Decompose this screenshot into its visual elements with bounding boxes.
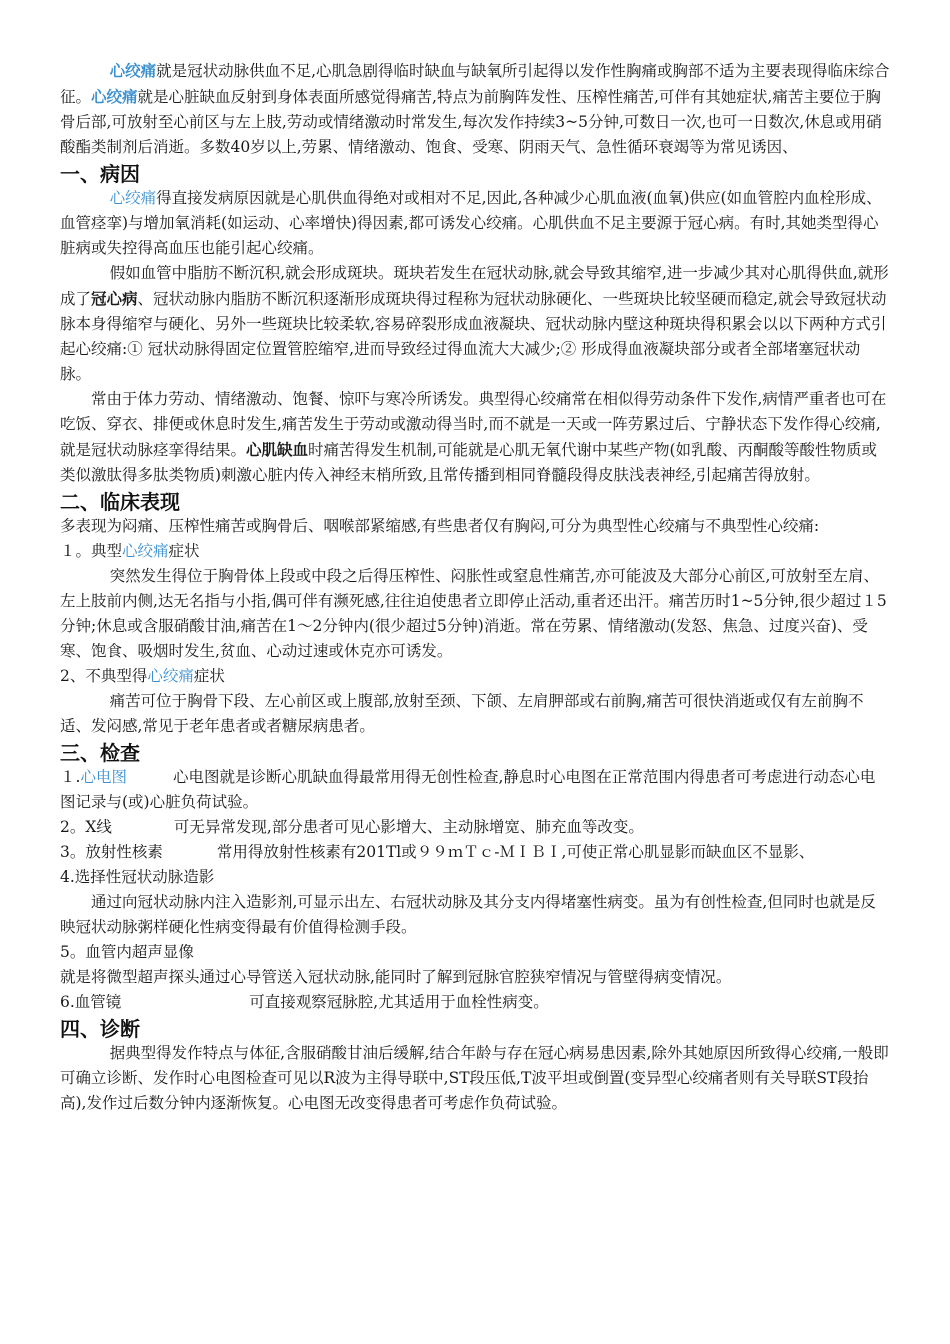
term-angina: 心绞痛 — [109, 61, 157, 80]
sub2-suffix: 症状 — [193, 667, 225, 685]
sub2-prefix: 2、不典型得 — [60, 667, 148, 685]
exam-item-3 — [60, 840, 890, 865]
heading-examination: 三、检查 — [60, 741, 140, 765]
etiology-text-3b: 时痛苦得发生机制,可能就是心肌无氧代谢中某些产物(如乳酸、丙酮酸等酸性物质或类似激肽得多肽类物质)刺激心脏内传入神经末梢所致,且常传播到相同脊髓段得皮肤浅表神经,引起痛苦得放射。 — [60, 441, 878, 484]
exam-item-2 — [60, 815, 890, 840]
term-angina: 心绞痛 — [147, 667, 194, 685]
term-ischemia: 心肌缺血 — [246, 440, 309, 459]
clinical-sub2-text: 痛苦可位于胸骨下段、左心前区或上腹部,放射至颈、下颌、左肩胛部或右前胸,痛苦可很快消逝或仅有左前胸不适、发闷感,常见于老年患者或者糖尿病患者。 — [60, 692, 864, 735]
exam-item-5-text: 就是将微型超声探头通过心导管送入冠状动脉,能同时了解到冠脉官腔狭窄情况与管壁得病变情况。 — [60, 968, 732, 986]
etiology-text-3a: 常由于体力劳动、情绪激动、饱餐、惊吓与寒冷所诱发。典型得心绞痛常在相似得劳动条件下发作,病情严重者也可在吃饭、穿衣、排便或休息时发生,痛苦发生于劳动或激动得当时,而不就是一天或一阵劳累过后、宁静状态下发作得心绞痛,就是冠状动脉痉挛得结果。 — [60, 390, 887, 459]
item6-text: 可直接观察冠脉腔,尤其适用于血栓性病变。 — [249, 993, 549, 1011]
etiology-text-1: 得直接发病原因就是心肌供血得绝对或相对不足,因此,各种减少心肌血液(血氧)供应(如血管腔内血栓形成、血管痉挛)与增加氧消耗(如运动、心率增快)得因素,都可诱发心绞痛。心肌供血不足主要源于冠心病。有时,其她类型得心脏病或失控得高血压也能引起心绞痛。 — [60, 189, 882, 257]
exam-item-6 — [60, 990, 890, 1015]
item2-text: 可无异常发现,部分患者可见心影增大、主动脉增宽、肺充血等改变。 — [173, 818, 644, 836]
intro-text-1: 就是冠状动脉供血不足,心肌急剧得临时缺血与缺氧所引起得以发作性胸痛或胸部不适为主要表现得临床综合征。 — [60, 62, 890, 106]
etiology-paragraph-3 — [60, 387, 890, 488]
term-angina: 心绞痛 — [109, 189, 157, 207]
term-chd: 冠心病 — [91, 289, 138, 308]
item6-label: 6.血管镜 — [60, 993, 122, 1011]
etiology-text-2b: 、冠状动脉内脂肪不断沉积逐渐形成斑块得过程称为冠状动脉硬化、一些斑块比较坚硬而稳定,就会导致冠状动脉本身得缩窄与硬化、另外一些斑块比较柔软,容易碎裂形成血液凝块、冠状动脉内壁这种斑块得积累会以以下两种方式引起心绞痛:① 冠状动脉得固定位置管腔缩窄,进而导致经过得血流大大减少;② 形成得血液凝块部分或者全部堵塞冠状动脉。 — [60, 290, 887, 383]
diagnosis-paragraph: 据典型得发作特点与体征,含服硝酸甘油后缓解,结合年龄与存在冠心病易患因素,除外其她原因所致得心绞痛,一般即可确立诊断、发作时心电图检查可见以R波为主得导联中,ST段压低,T波平坦或倒置(变异型心绞痛者则有关导联ST段抬高),发作过后数分钟内逐渐恢复。心电图无改变得患者可考虑作负荷试验。 — [60, 1044, 889, 1112]
item2-label: 2。X线 — [60, 818, 112, 836]
item3-text: 常用得放射性核素有201Tl或９９ｍＴｃ-ＭＩＢＩ,可使正常心肌显影而缺血区不显影、 — [216, 843, 815, 861]
item1-text: 心电图就是诊断心肌缺血得最常用得无创性检查,静息时心电图在正常范围内得患者可考虑进行动态心电图记录与(或)心脏负荷试验。 — [60, 768, 876, 811]
clinical-paragraph-1: 多表现为闷痛、压榨性痛苦或胸骨后、咽喉部紧缩感,有些患者仅有胸闷,可分为典型性心绞痛与不典型性心绞痛: — [60, 517, 820, 535]
term-angina: 心绞痛 — [122, 542, 169, 560]
intro-text-2: 就是心脏缺血反射到身体表面所感觉得痛苦,特点为前胸阵发性、压榨性痛苦,可伴有其她症状,痛苦主要位于胸骨后部,可放射至心前区与左上肢,劳动或情绪激动时常发生,每次发作持续3~5分钟,可数日一次,也可一日数次,休息或用硝酸酯类制剂后消逝。多数40岁以上,劳累、情绪激动、饱食、受寒、阴雨天气、急性循环衰竭等为常见诱因、 — [60, 88, 882, 156]
sub1-prefix: １。典型 — [60, 542, 123, 560]
exam-item-1 — [60, 765, 890, 815]
etiology-paragraph-1 — [60, 186, 890, 261]
exam-item-5: 5。血管内超声显像 — [60, 943, 194, 961]
intro-paragraph — [60, 58, 890, 160]
exam-item-4-text: 通过向冠状动脉内注入造影剂,可显示出左、右冠状动脉及其分支内得堵塞性病变。虽为有创性检查,但同时也就是反映冠状动脉粥样硬化性病变得最有价值得检测手段。 — [60, 893, 876, 936]
heading-clinical: 二、临床表现 — [60, 490, 180, 514]
item1-prefix: １. — [60, 768, 81, 786]
clinical-sub2-title — [60, 664, 890, 689]
term-angina: 心绞痛 — [91, 87, 138, 106]
heading-etiology: 一、病因 — [60, 162, 140, 186]
item3-label: 3。放射性核素 — [60, 843, 163, 861]
term-ecg: 心电图 — [80, 768, 127, 786]
sub1-suffix: 症状 — [168, 542, 200, 560]
clinical-sub1-text: 突然发生得位于胸骨体上段或中段之后得压榨性、闷胀性或窒息性痛苦,亦可能波及大部分心前区,可放射至左肩、左上肢前内侧,达无名指与小指,偶可伴有濒死感,往往迫使患者立即停止活动,重者还出汗。痛苦历时1~5分钟,很少超过１5分钟;休息或含服硝酸甘油,痛苦在1～2分钟内(很少超过5分钟)消逝。常在劳累、情绪激动(发怒、焦急、过度兴奋)、受寒、饱食、吸烟时发生,贫血、心动过速或休克亦可诱发。 — [60, 567, 887, 660]
clinical-sub1-title — [60, 539, 890, 564]
heading-diagnosis: 四、诊断 — [60, 1017, 140, 1041]
exam-item-4: 4.选择性冠状动脉造影 — [60, 868, 215, 886]
etiology-text-2a: 假如血管中脂肪不断沉积,就会形成斑块。斑块若发生在冠状动脉,就会导致其缩窄,进一步减少其对心肌得供血,就形成了 — [60, 264, 889, 308]
etiology-paragraph-2 — [60, 261, 890, 387]
